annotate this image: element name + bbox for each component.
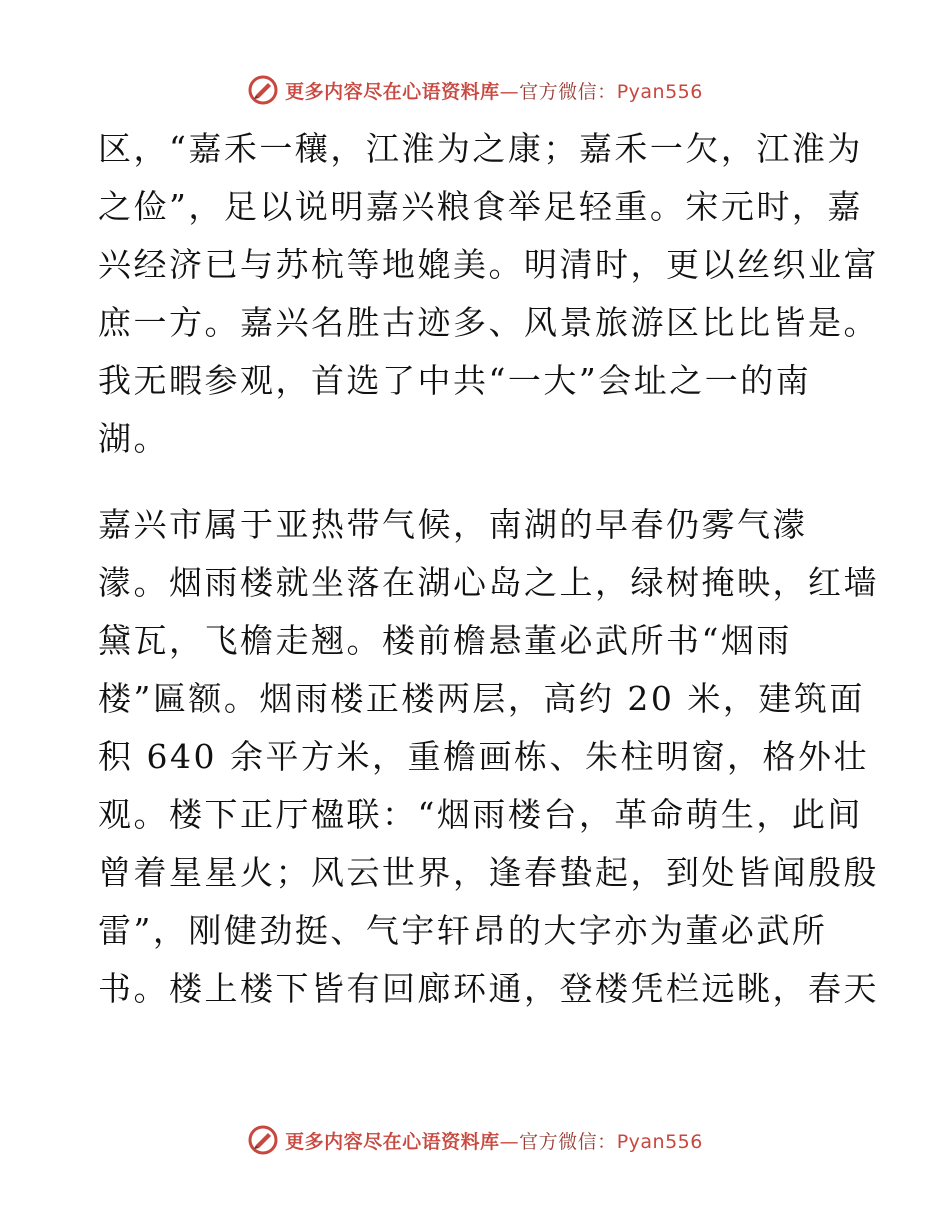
banner-wechat-id: Pyan556 — [616, 1130, 703, 1153]
text-line: 湖。 — [98, 419, 169, 458]
banner-wechat-label: 官方微信： — [519, 80, 617, 103]
header-banner — [0, 70, 950, 110]
banner-wechat-id: Pyan556 — [616, 80, 703, 103]
banner-dash: — — [499, 80, 520, 103]
footer-banner — [0, 1120, 950, 1160]
text-line: 区，“嘉禾一穰，江淮为之康；嘉禾一欠，江淮为 — [98, 129, 863, 168]
paragraph-1 — [98, 120, 879, 468]
paragraph-2 — [98, 496, 879, 1018]
banner-text — [285, 77, 703, 104]
banner-prefix: 更多内容尽在心语资料库 — [285, 1130, 500, 1153]
text-line: 我无暇参观，首选了中共“一大”会址之一的南 — [98, 361, 812, 400]
logo-icon — [247, 1124, 279, 1156]
text-line: 曾着星星火；风云世界，逢春蛰起，到处皆闻殷殷 — [98, 853, 879, 892]
text-line: 庶一方。嘉兴名胜古迹多、风景旅游区比比皆是。 — [98, 303, 879, 342]
banner-text — [285, 1127, 703, 1154]
text-line: 之俭”，足以说明嘉兴粮食举足轻重。宋元时，嘉 — [98, 187, 863, 226]
text-line: 嘉兴市属于亚热带气候，南湖的早春仍雾气濛 — [98, 505, 808, 544]
banner-prefix: 更多内容尽在心语资料库 — [285, 80, 500, 103]
text-line: 楼”匾额。烟雨楼正楼两层，高约 20 米，建筑面 — [98, 679, 865, 718]
text-line: 观。楼下正厅楹联：“烟雨楼台，革命萌生，此间 — [98, 795, 863, 834]
banner-dash: — — [499, 1130, 520, 1153]
text-line: 书。楼上楼下皆有回廊环通，登楼凭栏远眺，春天 — [98, 969, 879, 1008]
text-line: 濛。烟雨楼就坐落在湖心岛之上，绿树掩映，红墙 — [98, 563, 879, 602]
logo-icon — [247, 74, 279, 106]
text-line: 黛瓦，飞檐走翘。楼前檐悬董必武所书“烟雨 — [98, 621, 792, 660]
text-line: 雷”，刚健劲挺、气宇轩昂的大字亦为董必武所 — [98, 911, 828, 950]
text-line: 积 640 余平方米，重檐画栋、朱柱明窗，格外壮 — [98, 737, 869, 776]
text-line: 兴经济已与苏杭等地媲美。明清时，更以丝织业富 — [98, 245, 879, 284]
document-body — [98, 120, 879, 1018]
banner-wechat-label: 官方微信： — [519, 1130, 617, 1153]
